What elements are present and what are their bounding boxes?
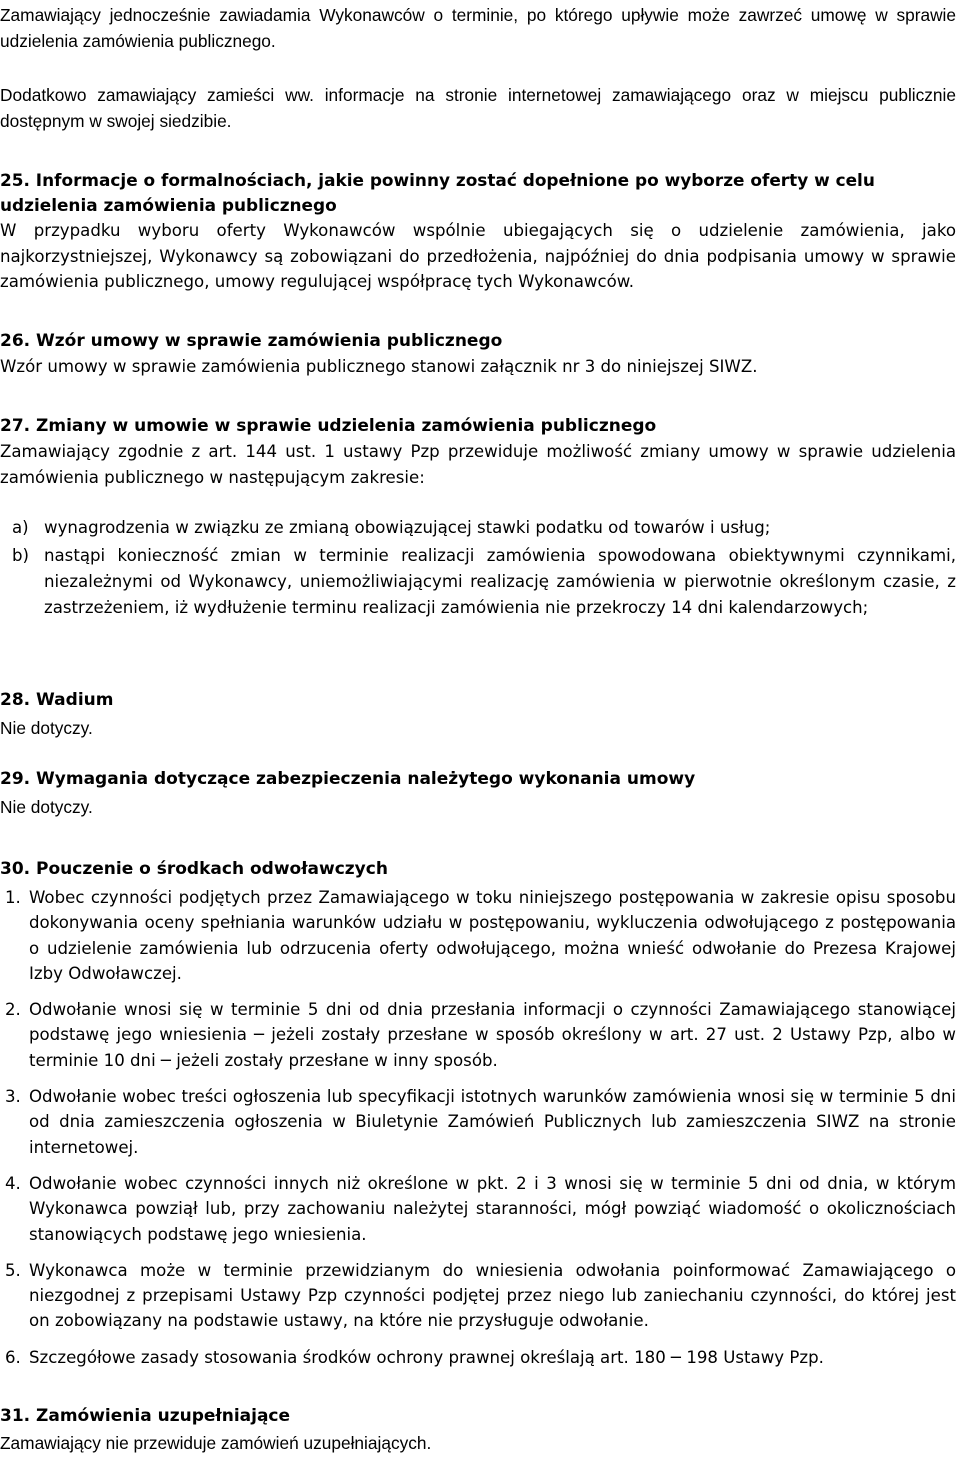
section-31-heading: 31. Zamówienia uzupełniające [0, 1406, 291, 1426]
section-25-heading: 25. Informacje o formalnościach, jakie powinny zostać dopełnione po wyborze oferty w celu udzielenia zamówienia publicznego [0, 170, 875, 215]
list-item-text: Odwołanie wobec treści ogłoszenia lub specyfikacji istotnych warunków zamówienia wnosi się w terminie 5 dni od dnia zamieszczenia ogłoszenia w Biuletynie Zamówień Publicznych lub zamieszczenia SIWZ na stronie internetowej. [29, 1087, 956, 1157]
section-29-text: Nie dotyczy. [0, 797, 93, 817]
section-28 [0, 688, 956, 743]
list-item-text: Szczegółowe zasady stosowania środków ochrony prawnej określają art. 180 ─ 198 Ustawy Pzp. [29, 1347, 824, 1367]
list-item-marker: b) [12, 546, 30, 565]
section-30-list [0, 885, 956, 1370]
list-item-text: wynagrodzenia w związku ze zmianą obowiązującej stawki podatku od towarów i usług; [44, 518, 771, 537]
section-31 [0, 1404, 956, 1458]
list-item-text: Odwołanie wnosi się w terminie 5 dni od dnia przesłania informacji o czynności Zamawiającego stanowiącej podstawę jego wniesienia ─ jeżeli zostały przesłane w sposób określony w art. 27 ust. 2 Ustawy Pzp, albo w terminie 10 dni ─ jeżeli zostały przesłane w inny sposób. [29, 1000, 956, 1070]
list-item-text: Odwołanie wobec czynności innych niż określone w pkt. 2 i 3 wnosi się w terminie 5 dni od dnia, w którym Wykonawca powziął lub, przy zachowaniu należytej staranności, mógł powziąć wiadomość o okolicznościach stanowiących podstawę jego wniesienia. [29, 1173, 956, 1244]
section-26-heading: 26. Wzór umowy w sprawie zamówienia publicznego [0, 331, 503, 351]
list-item-marker: 5. [5, 1260, 21, 1280]
section-31-text: Zamawiający nie przewiduje zamówień uzupełniających. [0, 1433, 432, 1453]
list-item-marker: 6. [5, 1347, 21, 1367]
section-30 [0, 857, 956, 1370]
section-29 [0, 767, 956, 822]
list-item [0, 1084, 956, 1160]
section-27-text: Zamawiający zgodnie z art. 144 ust. 1 ustawy Pzp przewiduje możliwość zmiany umowy w sprawie udzielenia zamówienia publicznego w następującym zakresie: [0, 442, 956, 487]
section-27-list [0, 515, 956, 621]
section-29-heading: 29. Wymagania dotyczące zabezpieczenia należytego wykonania umowy [0, 769, 696, 789]
list-item-marker: 2. [5, 1000, 21, 1020]
section-27-heading: 27. Zmiany w umowie w sprawie udzielenia zamówienia publicznego [0, 416, 657, 436]
section-28-text: Nie dotyczy. [0, 718, 93, 738]
intro-paragraph-2 [0, 82, 956, 134]
list-item-text: Wobec czynności podjętych przez Zamawiającego w toku niniejszego postępowania w zakresie opisu sposobu dokonywania oceny spełniania warunków udziału w postępowaniu, wykluczenia odwołującego z postępowania o udzielenie zamówienia lub odrzucenia oferty odwołującego, można wnieść odwołanie do Prezesa Krajowej Izby Odwoławczej. [29, 888, 956, 983]
section-26-text: Wzór umowy w sprawie zamówienia publicznego stanowi załącznik nr 3 do niniejszej SIWZ. [0, 357, 758, 376]
list-item [0, 515, 956, 541]
section-30-heading: 30. Pouczenie o środkach odwoławczych [0, 859, 388, 879]
list-item [0, 1171, 956, 1247]
list-item [0, 885, 956, 986]
intro-text-1: Zamawiający jednocześnie zawiadamia Wykonawców o terminie, po którego upływie może zawrzeć umowę w sprawie udzielenia zamówienia publicznego. [0, 5, 956, 51]
list-item-text: Wykonawca może w terminie przewidzianym do wniesienia odwołania poinformować Zamawiającego o niezgodnej z przepisami Ustawy Pzp czynności podjętej przez niego lub zaniechaniu czynności, do której jest on zobowiązany na podstawie ustawy, na które nie przysługuje odwołanie. [29, 1260, 956, 1331]
list-item-marker: 4. [5, 1173, 21, 1193]
section-25 [0, 168, 956, 295]
list-item-marker: 1. [5, 888, 21, 907]
list-item [0, 1345, 956, 1370]
list-item-marker: a) [12, 518, 29, 537]
section-26 [0, 329, 956, 380]
list-item [0, 997, 956, 1073]
list-item [0, 1258, 956, 1334]
section-25-text: W przypadku wyboru oferty Wykonawców wspólnie ubiegających się o udzielenie zamówienia, jako najkorzystniejszej, Wykonawcy są zobowiązani do przedłożenia, najpóźniej do dnia podpisania umowy w sprawie zamówienia publicznego, umowy regulującej współpracę tych Wykonawców. [0, 221, 956, 291]
list-item-marker: 3. [5, 1087, 21, 1107]
intro-text-2: Dodatkowo zamawiający zamieści ww. informacje na stronie internetowej zamawiającego oraz w miejscu publicznie dostępnym w swojej siedzibie. [0, 85, 956, 131]
section-28-heading: 28. Wadium [0, 690, 114, 710]
list-item-text: nastąpi konieczność zmian w terminie realizacji zamówienia spowodowana obiektywnymi czynnikami, niezależnymi od Wykonawcy, uniemożliwiającymi realizację zamówienia w pierwotnie określonym czasie, z zastrzeżeniem, iż wydłużenie terminu realizacji zamówienia nie przekroczy 14 dni kalendarzowych; [44, 546, 956, 617]
list-item [0, 543, 956, 621]
section-27 [0, 414, 956, 621]
intro-paragraph-1 [0, 2, 956, 54]
